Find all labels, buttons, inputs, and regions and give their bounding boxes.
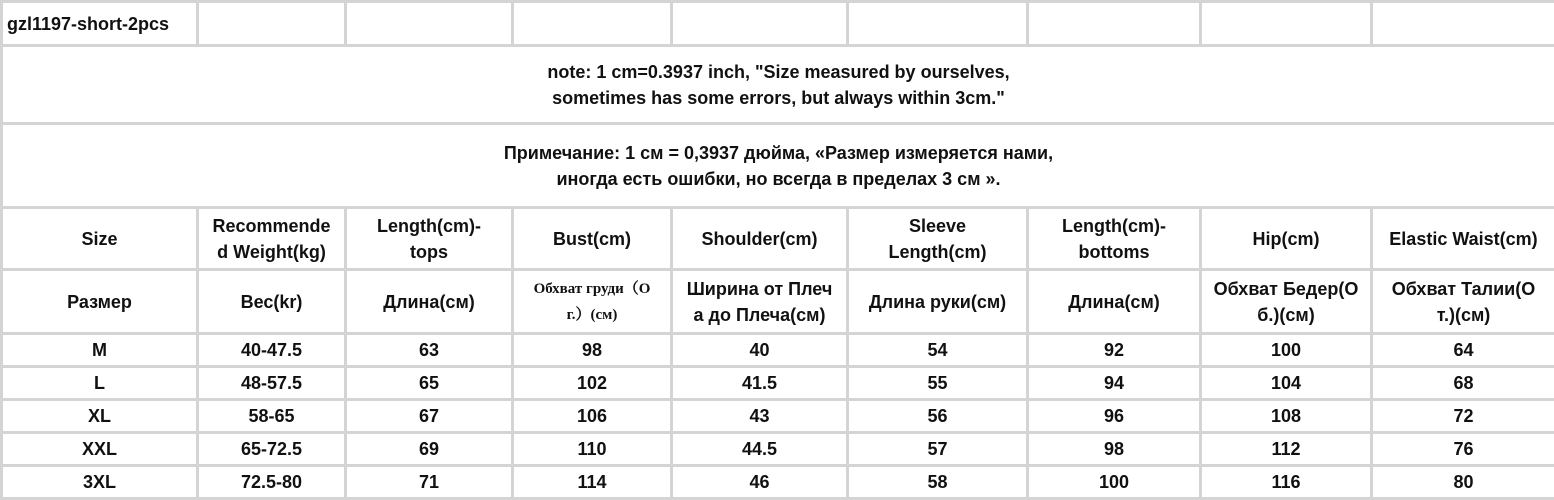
column-header	[672, 208, 848, 270]
column-header-text: Shoulder(cm)	[701, 228, 818, 249]
column-header-text: Sleeve	[908, 215, 967, 236]
measurement-cell: 116	[1201, 466, 1372, 499]
measurement-cell: 98	[1028, 433, 1201, 466]
measurement-cell: 54	[848, 334, 1028, 367]
measurement-cell: 104	[1201, 367, 1372, 400]
column-header-russian	[1201, 270, 1372, 334]
measurement-cell: 94	[1028, 367, 1201, 400]
note-row-english	[2, 46, 1554, 124]
measurement-cell: 56	[848, 400, 1028, 433]
column-header-russian-text: Ширина от Плеч	[686, 278, 833, 299]
empty-cell	[848, 2, 1028, 46]
column-header	[1372, 208, 1554, 270]
empty-cell	[672, 2, 848, 46]
measurement-cell: 114	[513, 466, 672, 499]
column-header-text: Bust(cm)	[552, 228, 631, 249]
header-english-group	[2, 208, 1554, 270]
measurement-cell: 71	[346, 466, 513, 499]
column-header-text: Size	[81, 228, 118, 249]
measurement-cell: 108	[1201, 400, 1372, 433]
column-header-text: d Weight(kg)	[217, 241, 326, 262]
column-header-russian-text: б.)(см)	[1257, 304, 1315, 325]
measurement-cell: 92	[1028, 334, 1201, 367]
column-header-russian	[672, 270, 848, 334]
measurement-cell: 58	[848, 466, 1028, 499]
note-english	[2, 46, 1554, 124]
column-header-russian-text: Размер	[67, 291, 132, 312]
column-header-text: tops	[410, 241, 448, 262]
measurement-cell: 72	[1372, 400, 1554, 433]
table-row	[2, 367, 1554, 400]
column-header-text: Length(cm)-	[377, 215, 481, 236]
measurement-cell: 63	[346, 334, 513, 367]
column-header-russian-text: Обхват груди（О	[533, 280, 651, 297]
column-header-russian-text: Обхват Талии(О	[1391, 278, 1536, 299]
measurement-cell: 43	[672, 400, 848, 433]
measurement-cell: 48-57.5	[198, 367, 346, 400]
measurement-cell: 76	[1372, 433, 1554, 466]
measurement-cell: 80	[1372, 466, 1554, 499]
column-header-text: bottoms	[1078, 241, 1150, 262]
size-data-group	[2, 334, 1554, 499]
column-header-russian	[1028, 270, 1201, 334]
column-header-text: Length(cm)-	[1062, 215, 1166, 236]
column-header	[513, 208, 672, 270]
table-row	[2, 334, 1554, 367]
size-label-cell: M	[2, 334, 198, 367]
empty-cell	[1201, 2, 1372, 46]
column-header-russian-text: Обхват Бедер(О	[1213, 278, 1359, 299]
table-row	[2, 400, 1554, 433]
column-header-russian	[848, 270, 1028, 334]
measurement-cell: 106	[513, 400, 672, 433]
measurement-cell: 98	[513, 334, 672, 367]
measurement-cell: 40-47.5	[198, 334, 346, 367]
measurement-cell: 65	[346, 367, 513, 400]
column-header-russian-text: Вес(kr)	[240, 291, 303, 312]
column-header-text: Recommende	[212, 215, 331, 236]
column-header-text: Length(cm)	[888, 241, 987, 262]
note-english-line: note: 1 cm=0.3937 inch, "Size measured by ourselves,	[547, 61, 1010, 82]
header-row-english	[2, 208, 1554, 270]
empty-cell	[513, 2, 672, 46]
measurement-cell: 55	[848, 367, 1028, 400]
column-header-russian	[2, 270, 198, 334]
column-header-russian	[346, 270, 513, 334]
measurement-cell: 102	[513, 367, 672, 400]
measurement-cell: 40	[672, 334, 848, 367]
column-header-text: Hip(cm)	[1252, 228, 1320, 249]
product-code: gzl1197-short-2pcs	[2, 2, 198, 46]
column-header-russian	[1372, 270, 1554, 334]
note-russian	[2, 124, 1554, 208]
column-header-russian-text: а до Плеча(см)	[693, 304, 826, 325]
column-header-russian-text: г.）(см)	[566, 306, 618, 323]
column-header	[2, 208, 198, 270]
column-header-russian	[513, 270, 672, 334]
empty-cell	[1372, 2, 1554, 46]
column-header	[346, 208, 513, 270]
column-header-russian-text: Длина(см)	[383, 291, 475, 312]
column-header-text: Elastic Waist(cm)	[1389, 228, 1538, 249]
measurement-cell: 72.5-80	[198, 466, 346, 499]
column-header-russian-text: Длина(см)	[1068, 291, 1160, 312]
note-russian-line: Примечание: 1 см = 0,3937 дюйма, «Размер измеряется нами,	[503, 142, 1054, 163]
empty-cell	[198, 2, 346, 46]
note-russian-line: иногда есть ошибки, но всегда в пределах 3 см ».	[556, 168, 1001, 189]
size-label-cell: XL	[2, 400, 198, 433]
table-row	[2, 466, 1554, 499]
measurement-cell: 46	[672, 466, 848, 499]
note-row-russian	[2, 124, 1554, 208]
column-header	[1028, 208, 1201, 270]
column-header-russian-text: т.)(см)	[1436, 304, 1491, 325]
column-header	[848, 208, 1028, 270]
measurement-cell: 96	[1028, 400, 1201, 433]
measurement-cell: 69	[346, 433, 513, 466]
column-header	[198, 208, 346, 270]
header-russian-group	[2, 270, 1554, 334]
title-row	[2, 2, 1554, 46]
measurement-cell: 112	[1201, 433, 1372, 466]
measurement-cell: 68	[1372, 367, 1554, 400]
column-header-russian-text: Длина руки(см)	[868, 291, 1007, 312]
measurement-cell: 57	[848, 433, 1028, 466]
empty-cell	[1028, 2, 1201, 46]
measurement-cell: 64	[1372, 334, 1554, 367]
measurement-cell: 41.5	[672, 367, 848, 400]
size-label-cell: 3XL	[2, 466, 198, 499]
column-header-russian	[198, 270, 346, 334]
measurement-cell: 100	[1201, 334, 1372, 367]
table-row	[2, 433, 1554, 466]
size-label-cell: XXL	[2, 433, 198, 466]
measurement-cell: 67	[346, 400, 513, 433]
measurement-cell: 110	[513, 433, 672, 466]
measurement-cell: 58-65	[198, 400, 346, 433]
empty-cell	[346, 2, 513, 46]
measurement-cell: 44.5	[672, 433, 848, 466]
size-label-cell: L	[2, 367, 198, 400]
column-header	[1201, 208, 1372, 270]
measurement-cell: 65-72.5	[198, 433, 346, 466]
measurement-cell: 100	[1028, 466, 1201, 499]
header-row-russian	[2, 270, 1554, 334]
note-english-line: sometimes has some errors, but always within 3cm."	[552, 87, 1005, 108]
